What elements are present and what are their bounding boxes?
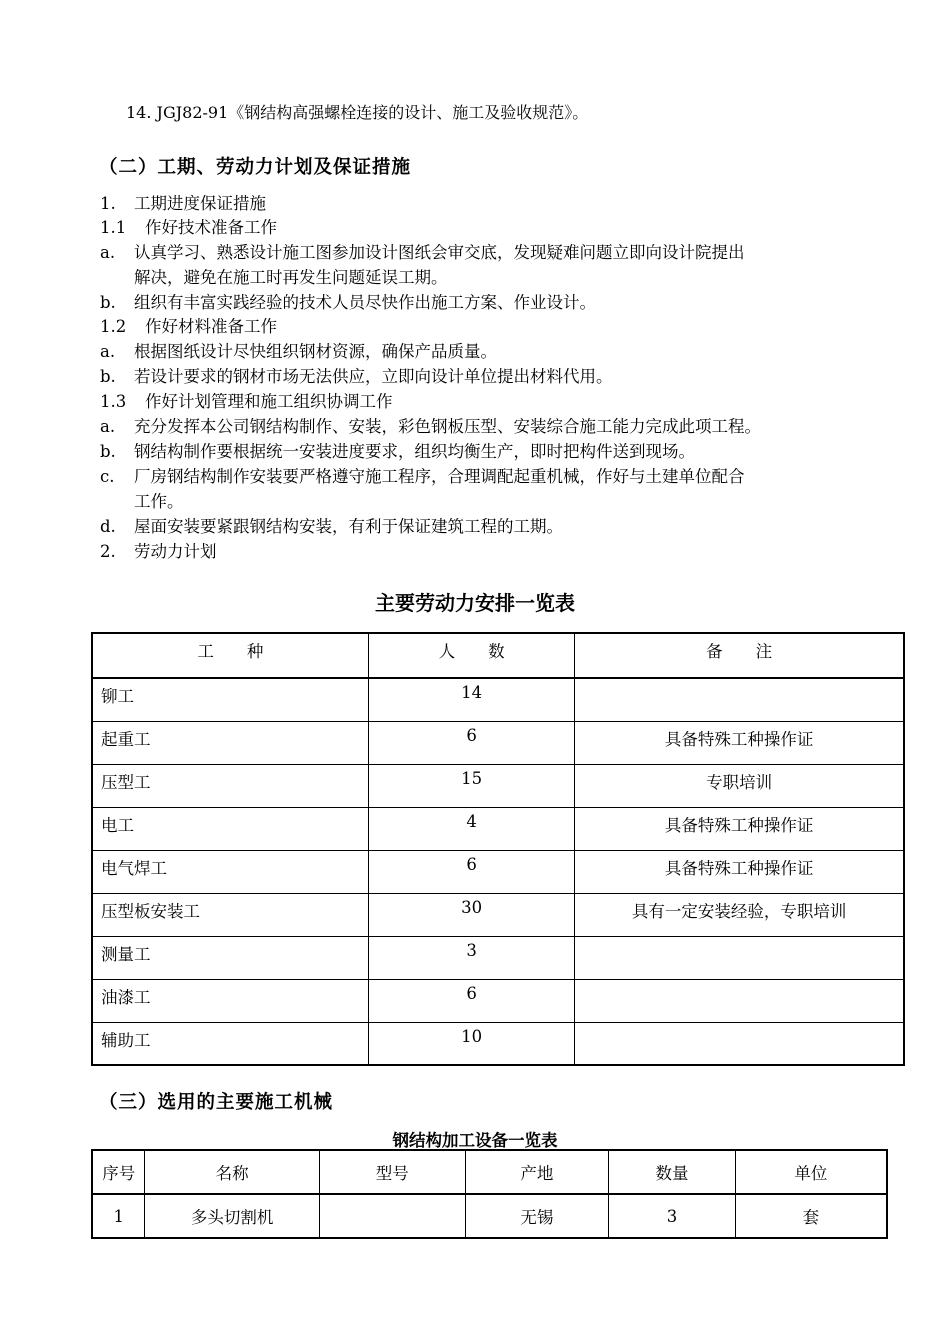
line-text: 充分发挥本公司钢结构制作、安装，彩色钢板压型、安装综合施工能力完成此项工程。 — [134, 417, 761, 436]
line-text: 厂房钢结构制作安装要严格遵守施工程序，合理调配起重机械，作好与土建单位配合 — [134, 467, 745, 486]
line-marker: 1.1 — [100, 218, 127, 237]
line-marker: 1.3 — [100, 392, 127, 411]
quantity-cell: 3 — [609, 1194, 736, 1238]
line-marker: c. — [100, 467, 115, 486]
table-row — [92, 807, 904, 850]
note-cell: 具备特殊工种操作证 — [575, 850, 904, 893]
line-marker: b. — [100, 293, 116, 312]
line-marker: 2. — [100, 542, 116, 561]
line-marker: a. — [100, 243, 116, 262]
count-cell: 4 — [368, 807, 575, 850]
section-3-heading: （三）选用的主要施工机械 — [99, 1092, 334, 1113]
column-header: 备 注 — [575, 633, 904, 678]
column-header: 产地 — [465, 1150, 609, 1194]
trade-cell: 测量工 — [92, 936, 368, 979]
trade-cell: 压型板安装工 — [92, 893, 368, 936]
trade-cell: 压型工 — [92, 764, 368, 807]
note-cell: 具备特殊工种操作证 — [575, 721, 904, 764]
count-cell: 10 — [368, 1022, 575, 1065]
equip-table-title: 钢结构加工设备一览表 — [392, 1131, 558, 1150]
table-row — [92, 936, 904, 979]
line-marker: b. — [100, 442, 116, 461]
note-cell: 具备特殊工种操作证 — [575, 807, 904, 850]
column-header: 型号 — [319, 1150, 465, 1194]
line-marker: a. — [100, 342, 116, 361]
line-text: 组织有丰富实践经验的技术人员尽快作出施工方案、作业设计。 — [134, 293, 596, 312]
line-marker: 1.2 — [100, 317, 127, 336]
trade-cell: 起重工 — [92, 721, 368, 764]
count-cell: 15 — [368, 764, 575, 807]
column-header: 单位 — [735, 1150, 887, 1194]
column-header: 数量 — [609, 1150, 736, 1194]
origin-cell: 无锡 — [465, 1194, 609, 1238]
line-marker: b. — [100, 367, 116, 386]
table-header-row — [92, 633, 904, 678]
line-text: 钢结构制作要根据统一安装进度要求，组织均衡生产，即时把构件送到现场。 — [134, 442, 695, 461]
line-marker: d. — [100, 517, 116, 536]
column-header: 序号 — [92, 1150, 145, 1194]
table-row — [92, 678, 904, 721]
column-header: 名称 — [145, 1150, 320, 1194]
line-marker: a. — [100, 417, 116, 436]
note-cell: 专职培训 — [575, 764, 904, 807]
trade-cell: 电气焊工 — [92, 850, 368, 893]
line-text: 作好材料准备工作 — [145, 317, 277, 336]
line-text: 工期进度保证措施 — [134, 194, 266, 213]
reference-item: 14. JGJ82-91《钢结构高强螺栓连接的设计、施工及验收规范》。 — [126, 103, 589, 122]
table-row — [92, 721, 904, 764]
note-cell — [575, 678, 904, 721]
column-header: 工 种 — [92, 633, 368, 678]
line-text-continued: 解决，避免在施工时再发生问题延误工期。 — [134, 268, 448, 287]
name-cell: 多头切割机 — [145, 1194, 320, 1238]
count-cell: 6 — [368, 850, 575, 893]
table-row — [92, 893, 904, 936]
table-row — [92, 764, 904, 807]
unit-cell: 套 — [735, 1194, 887, 1238]
labor-table-title: 主要劳动力安排一览表 — [375, 591, 575, 615]
note-cell — [575, 936, 904, 979]
table-header-row — [92, 1150, 887, 1194]
line-text: 屋面安装要紧跟钢结构安装，有利于保证建筑工程的工期。 — [134, 517, 563, 536]
labor-table — [91, 632, 905, 1066]
note-cell: 具有一定安装经验，专职培训 — [575, 893, 904, 936]
model-cell — [319, 1194, 465, 1238]
index-cell: 1 — [92, 1194, 145, 1238]
trade-cell: 电工 — [92, 807, 368, 850]
trade-cell: 铆工 — [92, 678, 368, 721]
table-row — [92, 979, 904, 1022]
count-cell: 6 — [368, 979, 575, 1022]
count-cell: 30 — [368, 893, 575, 936]
line-text: 根据图纸设计尽快组织钢材资源，确保产品质量。 — [134, 342, 497, 361]
table-row — [92, 1194, 887, 1238]
line-text: 作好计划管理和施工组织协调工作 — [145, 392, 393, 411]
count-cell: 3 — [368, 936, 575, 979]
note-cell — [575, 1022, 904, 1065]
section-2-heading: （二）工期、劳动力计划及保证措施 — [99, 157, 412, 178]
line-text: 认真学习、熟悉设计施工图参加设计图纸会审交底，发现疑难问题立即向设计院提出 — [134, 243, 745, 262]
trade-cell: 油漆工 — [92, 979, 368, 1022]
equipment-table — [91, 1149, 888, 1239]
line-marker: 1. — [100, 194, 116, 213]
line-text-continued: 工作。 — [134, 492, 184, 511]
table-row — [92, 850, 904, 893]
line-text: 作好技术准备工作 — [145, 218, 277, 237]
column-header: 人 数 — [368, 633, 575, 678]
line-text: 劳动力计划 — [134, 542, 217, 561]
count-cell: 14 — [368, 678, 575, 721]
line-text: 若设计要求的钢材市场无法供应，立即向设计单位提出材料代用。 — [134, 367, 613, 386]
note-cell — [575, 979, 904, 1022]
trade-cell: 辅助工 — [92, 1022, 368, 1065]
table-row — [92, 1022, 904, 1065]
count-cell: 6 — [368, 721, 575, 764]
